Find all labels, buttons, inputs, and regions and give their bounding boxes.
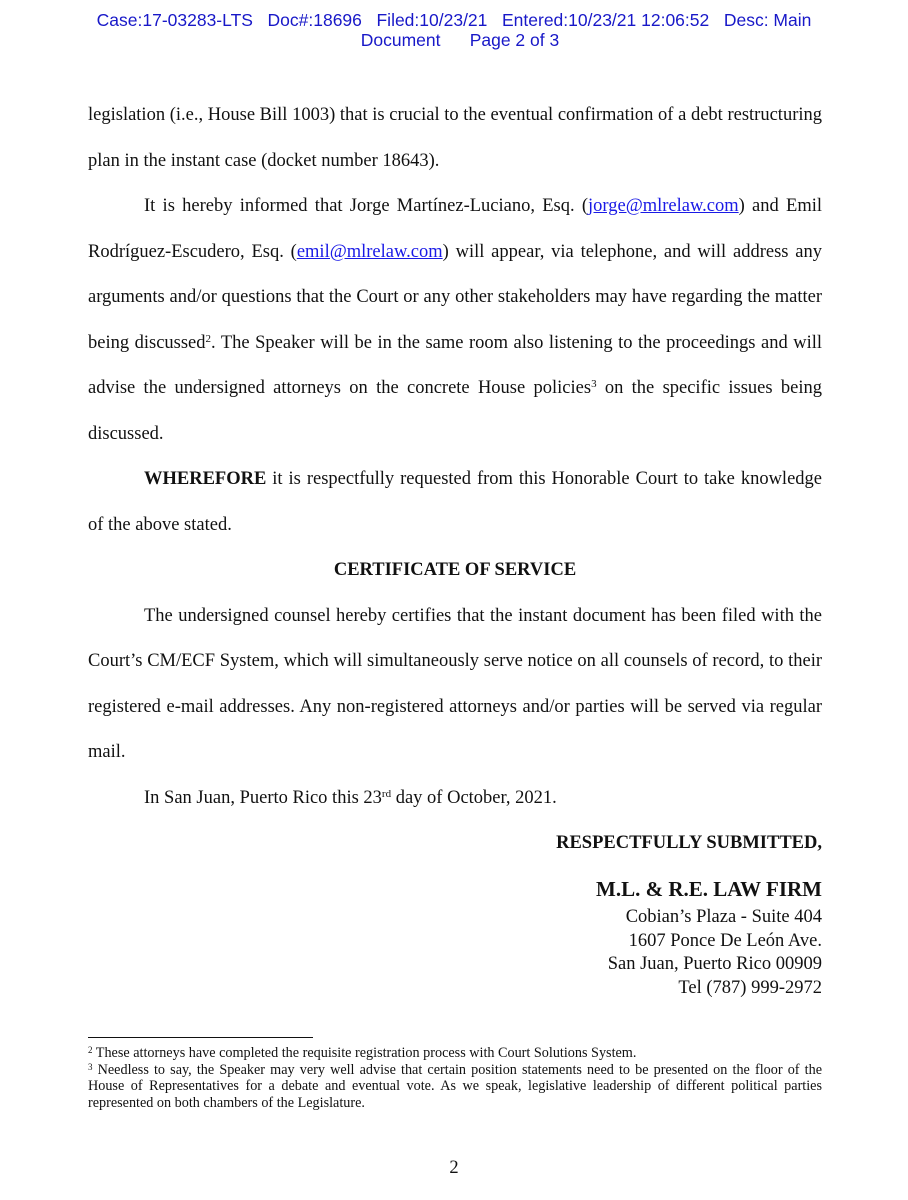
paragraph-appearance-text4: . The Speaker will be in the same room also listening to the proceedings and will advise the undersigned attorneys on the concrete House policies — [88, 332, 822, 398]
footnote-ref-2: 2 — [205, 332, 212, 345]
certificate-heading: CERTIFICATE OF SERVICE — [333, 560, 577, 580]
paragraph-appearance-text5: on the specific issues being discussed. — [88, 378, 822, 444]
paragraph-legislation: legislation (i.e., House Bill 1003) that is crucial to the eventual confirmation of a debt restructuring plan in the instant case (docket number 18643). — [88, 105, 822, 171]
paragraph-appearance-text2: ) and Emil Rodríguez-Escudero, Esq. ( — [88, 196, 822, 262]
ecf-header-line1: Case:17-03283-LTS Doc#:18696 Filed:10/23/21 Entered:10/23/21 12:06:52 Desc: Main — [96, 10, 812, 30]
footnote-2-text: These attorneys have completed the requisite registration process with Court Solutions System. — [92, 1045, 637, 1061]
firm-block — [596, 874, 822, 1000]
footnote-2-mark: 2 — [88, 1045, 93, 1055]
footnotes — [88, 1045, 822, 1111]
date-text2: day of October, 2021. — [391, 787, 557, 808]
footnote-ref-3: 3 — [591, 378, 597, 390]
ecf-header-doc-label: Document — [360, 30, 441, 50]
paragraph-date — [88, 776, 822, 822]
firm-address-1: Cobian’s Plaza - Suite 404 — [625, 907, 822, 927]
footnote-3 — [88, 1062, 822, 1112]
firm-telephone: Tel (787) 999-2972 — [678, 977, 822, 998]
date-ordinal: rd — [381, 787, 392, 800]
ecf-header-page-label: Page 2 of 3 — [469, 30, 560, 50]
firm-address-3: San Juan, Puerto Rico 00909 — [607, 954, 822, 974]
firm-address-2: 1607 Ponce De León Ave. — [628, 930, 822, 951]
paragraph-appearance-text3: ) will appear, via telephone, and will address any arguments and/or questions that the Court or any other stakeholders may have regarding the matter being discussed — [88, 241, 822, 353]
ecf-header — [0, 10, 908, 50]
firm-name: M.L. & R.E. LAW FIRM — [596, 877, 822, 901]
footnote-3-mark: 3 — [88, 1061, 93, 1072]
main-body — [88, 93, 822, 867]
paragraph-certificate: The undersigned counsel hereby certifies that the instant document has been filed with the Court’s CM/ECF System, which will simultaneously serve notice on all counsels of record, to their registered e-mail addresses. Any non-registered attorneys and/or parties will be served via regular mail. — [88, 605, 822, 762]
paragraph-appearance-text1: It is hereby informed that Jorge Martínez-Luciano, Esq. ( — [144, 196, 589, 216]
page-number: 2 — [449, 1158, 459, 1178]
footnote-3-text: Needless to say, the Speaker may very well advise that certain position statements need to be presented on the floor of the House of Representatives for a debate and eventual vote. As we speak, legislative leadership of different political parties represented on both chambers of the Legislature. — [88, 1061, 822, 1111]
email-link-emil[interactable]: emil@mlrelaw.com — [296, 241, 443, 262]
wherefore-rest: it is respectfully requested from this Honorable Court to take knowledge of the above stated. — [88, 469, 822, 535]
date-text1: In San Juan, Puerto Rico this 23 — [144, 787, 382, 808]
footnote-2 — [88, 1045, 822, 1062]
wherefore-bold: WHEREFORE — [144, 469, 267, 489]
email-link-jorge[interactable]: jorge@mlrelaw.com — [588, 196, 739, 216]
paragraph-appearance — [88, 184, 822, 457]
ecf-header-line2 — [0, 30, 908, 50]
closing-respectfully: RESPECTFULLY SUBMITTED, — [556, 833, 822, 853]
paragraph-wherefore — [88, 457, 822, 548]
footnote-divider — [88, 1037, 313, 1038]
